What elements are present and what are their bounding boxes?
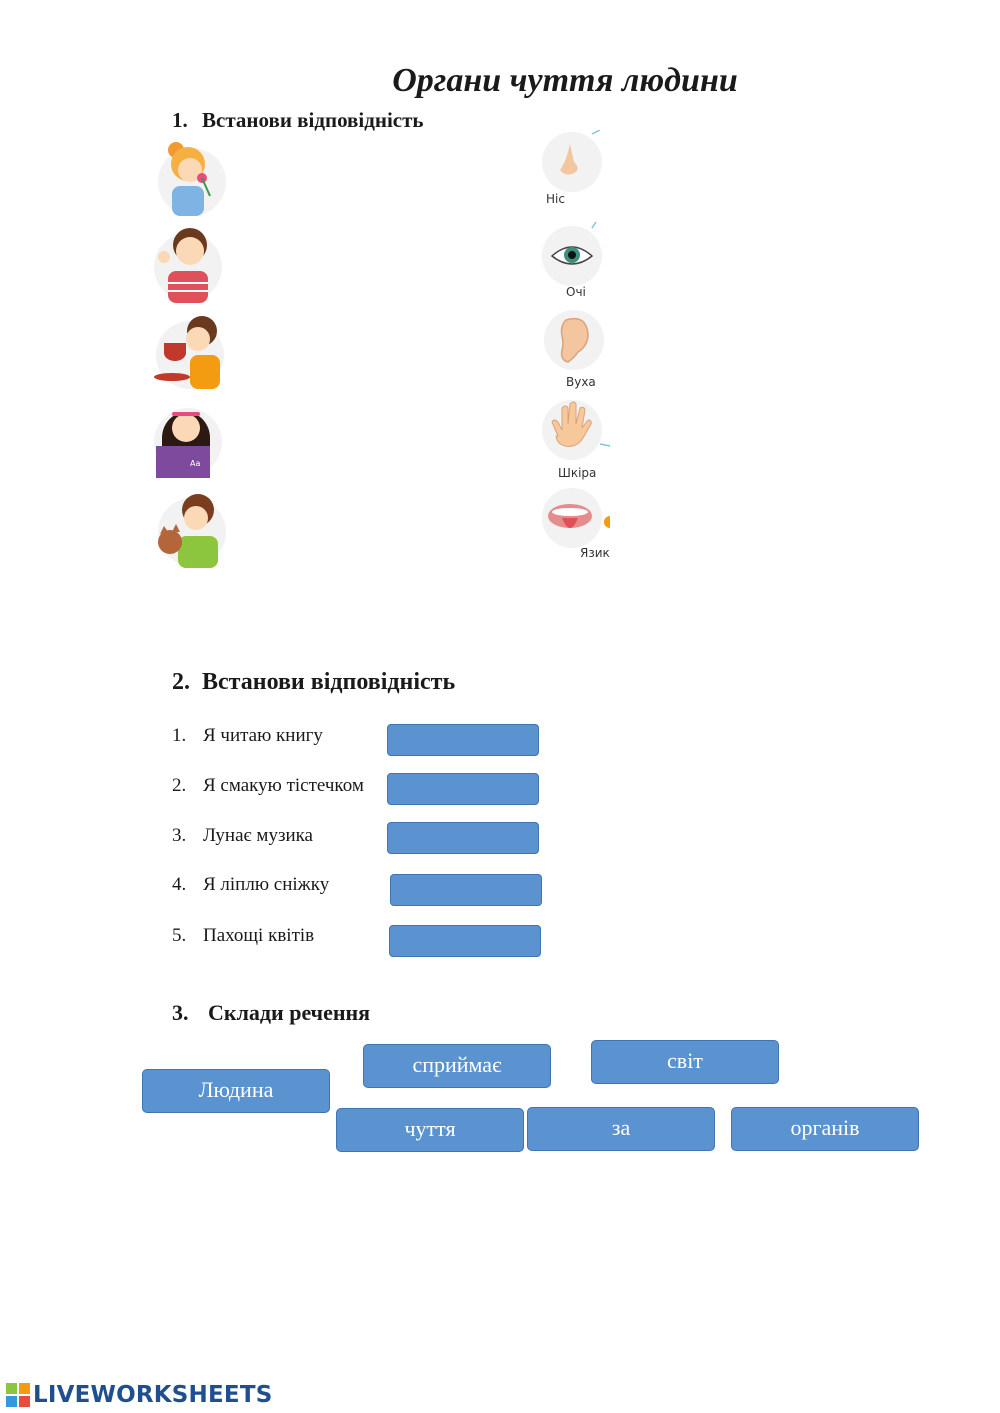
nose-icon <box>540 130 610 196</box>
boy-drinking-tea-icon[interactable] <box>150 311 228 393</box>
organ-card-eye[interactable] <box>540 222 620 304</box>
organ-card-nose[interactable] <box>540 130 620 212</box>
section-1-title: Встанови відповідність <box>202 108 424 132</box>
match-item <box>172 925 314 947</box>
section-1-number: 1. <box>172 108 188 132</box>
answer-box-5[interactable] <box>389 925 541 957</box>
match-item <box>172 874 329 896</box>
footer-brand: LIVEWORKSHEETS <box>33 1382 273 1408</box>
answer-box-1[interactable] <box>387 724 539 756</box>
eye-icon <box>540 222 610 288</box>
match-item-number: 3. <box>172 825 187 846</box>
word-tile[interactable]: сприймає <box>363 1044 551 1088</box>
girl-holding-cat-icon[interactable] <box>150 490 228 572</box>
word-tile[interactable]: органів <box>731 1107 919 1151</box>
girl-reading-book-icon[interactable] <box>150 398 228 480</box>
ear-icon <box>540 308 610 374</box>
organ-card-ear[interactable] <box>540 308 620 390</box>
match-item <box>172 725 323 747</box>
section-3-title: Склади речення <box>208 1000 371 1025</box>
match-item-number: 1. <box>172 725 187 746</box>
match-item-text: Я смакую тістечком <box>203 775 364 796</box>
match-item-number: 5. <box>172 925 187 946</box>
match-item-text: Пахощі квітів <box>203 925 315 946</box>
match-item <box>172 775 364 797</box>
section-1-heading <box>172 108 424 133</box>
boy-listening-icon[interactable] <box>150 223 228 305</box>
section-3-heading <box>172 1000 370 1026</box>
liveworksheets-logo-icon <box>6 1383 30 1407</box>
section-2-title: Встанови відповідність <box>202 669 456 695</box>
match-item <box>172 825 313 847</box>
word-tile[interactable]: чуття <box>336 1108 524 1152</box>
match-item-text: Лунає музика <box>203 825 313 846</box>
organ-card-skin[interactable] <box>540 396 620 478</box>
page-title: Органи чуття людини <box>392 62 738 99</box>
organ-card-tongue[interactable] <box>540 486 620 568</box>
word-tile[interactable]: світ <box>591 1040 779 1084</box>
organ-label-skin: Шкіра <box>558 466 597 480</box>
tongue-icon <box>540 486 610 552</box>
word-tile[interactable]: за <box>527 1107 715 1151</box>
answer-box-4[interactable] <box>390 874 542 906</box>
footer-logo <box>6 1380 272 1410</box>
organ-label-tongue: Язик <box>580 546 610 560</box>
match-item-text: Я ліплю сніжку <box>203 874 330 895</box>
section-3-number: 3. <box>172 1000 189 1025</box>
girl-smelling-flower-icon[interactable] <box>150 138 228 220</box>
answer-box-2[interactable] <box>387 773 539 805</box>
answer-box-3[interactable] <box>387 822 539 854</box>
organ-label-ear: Вуха <box>566 375 596 389</box>
organ-label-nose: Ніс <box>546 192 565 206</box>
word-tile[interactable]: Людина <box>142 1069 330 1113</box>
section-2-number: 2. <box>172 669 190 695</box>
hand-icon <box>540 396 610 462</box>
organ-label-eye: Очі <box>566 285 586 299</box>
match-item-text: Я читаю книгу <box>203 725 323 746</box>
section-2-heading <box>172 669 455 696</box>
svg-text:Aa: Aa <box>190 459 201 468</box>
match-item-number: 4. <box>172 874 187 895</box>
match-item-number: 2. <box>172 775 187 796</box>
